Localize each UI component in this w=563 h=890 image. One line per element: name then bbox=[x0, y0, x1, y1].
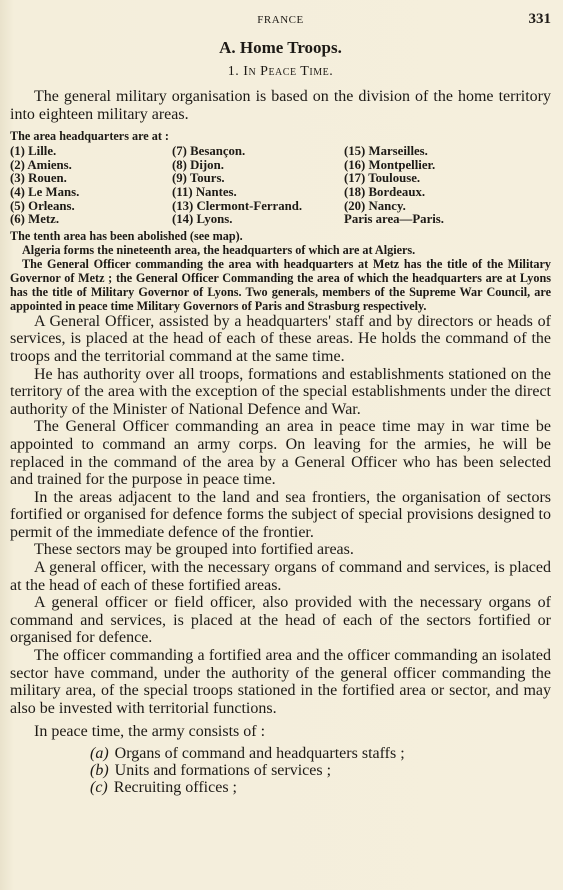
running-head-title: FRANCE bbox=[257, 14, 304, 26]
note-paragraph: Algeria forms the nineteenth area, the headquarters of which are at Algiers. bbox=[22, 242, 416, 257]
hq-item: (3) Rouen. bbox=[10, 171, 67, 186]
hq-item: (4) Le Mans. bbox=[10, 184, 80, 199]
list-item-label: (a) bbox=[90, 745, 109, 762]
hq-column bbox=[344, 145, 551, 227]
body-paragraph: A general officer, with the necessary organs of command and services, is placed at the head of each of these fortified areas. bbox=[10, 559, 551, 594]
list-item-text: Recruiting offices ; bbox=[113, 779, 237, 796]
list-item-label: (c) bbox=[90, 779, 108, 796]
hq-item: (9) Tours. bbox=[172, 171, 225, 186]
intro-paragraph: The general military organisation is based on the division of the home territory into eighteen military areas. bbox=[10, 88, 551, 123]
hq-intro: The area headquarters are at : bbox=[10, 129, 169, 144]
hq-item: (1) Lille. bbox=[10, 144, 57, 159]
list-item bbox=[10, 745, 551, 762]
body-paragraph: A general officer or field officer, also provided with the necessary organs of command and services, is placed at the head of each of the sectors fortified or organised for defence. bbox=[10, 594, 551, 647]
body-paragraph: He has authority over all troops, formations and establishments stationed on the territory of the area with the exception of the special establishments under the direct authority of the Minister of National Defence and War. bbox=[10, 365, 551, 418]
list-item bbox=[10, 779, 551, 796]
hq-item: (18) Bordeaux. bbox=[344, 184, 426, 199]
body-paragraph: In the areas adjacent to the land and sea frontiers, the organisation of sectors fortified or organised for defence forms the subject of special provisions designed to permit of the immediate defence of the frontier. bbox=[10, 488, 551, 541]
hq-item: (17) Toulouse. bbox=[344, 171, 421, 186]
sub-heading-text: In Peace Time. bbox=[243, 64, 334, 79]
hq-column bbox=[172, 145, 344, 227]
hq-list bbox=[10, 145, 551, 227]
army-intro: In peace time, the army consists of : bbox=[34, 723, 266, 741]
list-item bbox=[10, 762, 551, 779]
list-item-text: Organs of command and headquarters staffs ; bbox=[114, 745, 405, 762]
hq-item: (15) Marseilles. bbox=[344, 144, 428, 159]
hq-item: (6) Metz. bbox=[10, 212, 60, 227]
hq-column bbox=[10, 145, 172, 227]
body-paragraph: These sectors may be grouped into fortified areas. bbox=[34, 541, 354, 559]
hq-item: (7) Besançon. bbox=[172, 144, 246, 159]
sub-heading bbox=[10, 64, 551, 80]
body-paragraph: The General Officer commanding an area in peace time may in war time be appointed to command an army corps. On leaving for the armies, he will be replaced in the command of the area by a General Officer who has been selected and trained for the purpose in peace time. bbox=[10, 418, 551, 489]
list-item-text: Units and formations of services ; bbox=[114, 762, 332, 779]
hq-item: Paris area—Paris. bbox=[344, 212, 444, 227]
list-item-label: (b) bbox=[90, 762, 109, 779]
hq-item: (13) Clermont-Ferrand. bbox=[172, 198, 303, 213]
hq-item: (16) Montpellier. bbox=[344, 157, 436, 172]
page-number: 331 bbox=[528, 11, 551, 27]
running-head bbox=[10, 10, 551, 32]
army-list bbox=[10, 745, 551, 796]
hq-item: (14) Lyons. bbox=[172, 212, 233, 227]
hq-item: (11) Nantes. bbox=[172, 184, 237, 199]
hq-item: (20) Nancy. bbox=[344, 198, 406, 213]
body-paragraph: A General Officer, assisted by a headquarters' staff and by directors or heads of services, is placed at the head of each of these areas. He holds the command of the troops and the territorial command at the same time. bbox=[10, 312, 551, 365]
note-paragraph: The General Officer commanding the area with headquarters at Metz has the title of the Military Governor of Metz ; the General Officer Commanding the area of which the headquarters are at Lyons has the title of Military Governor of Lyons. Two generals, members of the Supreme War Council, are appointed in peace time Military Governors of Paris and Strasburg respectively. bbox=[10, 256, 551, 313]
sub-heading-number: 1. bbox=[227, 64, 240, 79]
body-paragraph: The officer commanding a fortified area and the officer commanding an isolated sector have command, under the authority of the general officer commanding the military area, of the special troops stationed in the fortified area or sector, and may also be invested with territorial functions. bbox=[10, 647, 551, 717]
hq-item: (5) Orleans. bbox=[10, 198, 75, 213]
note-paragraph: The tenth area has been abolished (see map). bbox=[10, 228, 243, 243]
section-heading: A. Home Troops. bbox=[219, 38, 342, 57]
hq-item: (2) Amiens. bbox=[10, 157, 72, 172]
hq-item: (8) Dijon. bbox=[172, 157, 224, 172]
